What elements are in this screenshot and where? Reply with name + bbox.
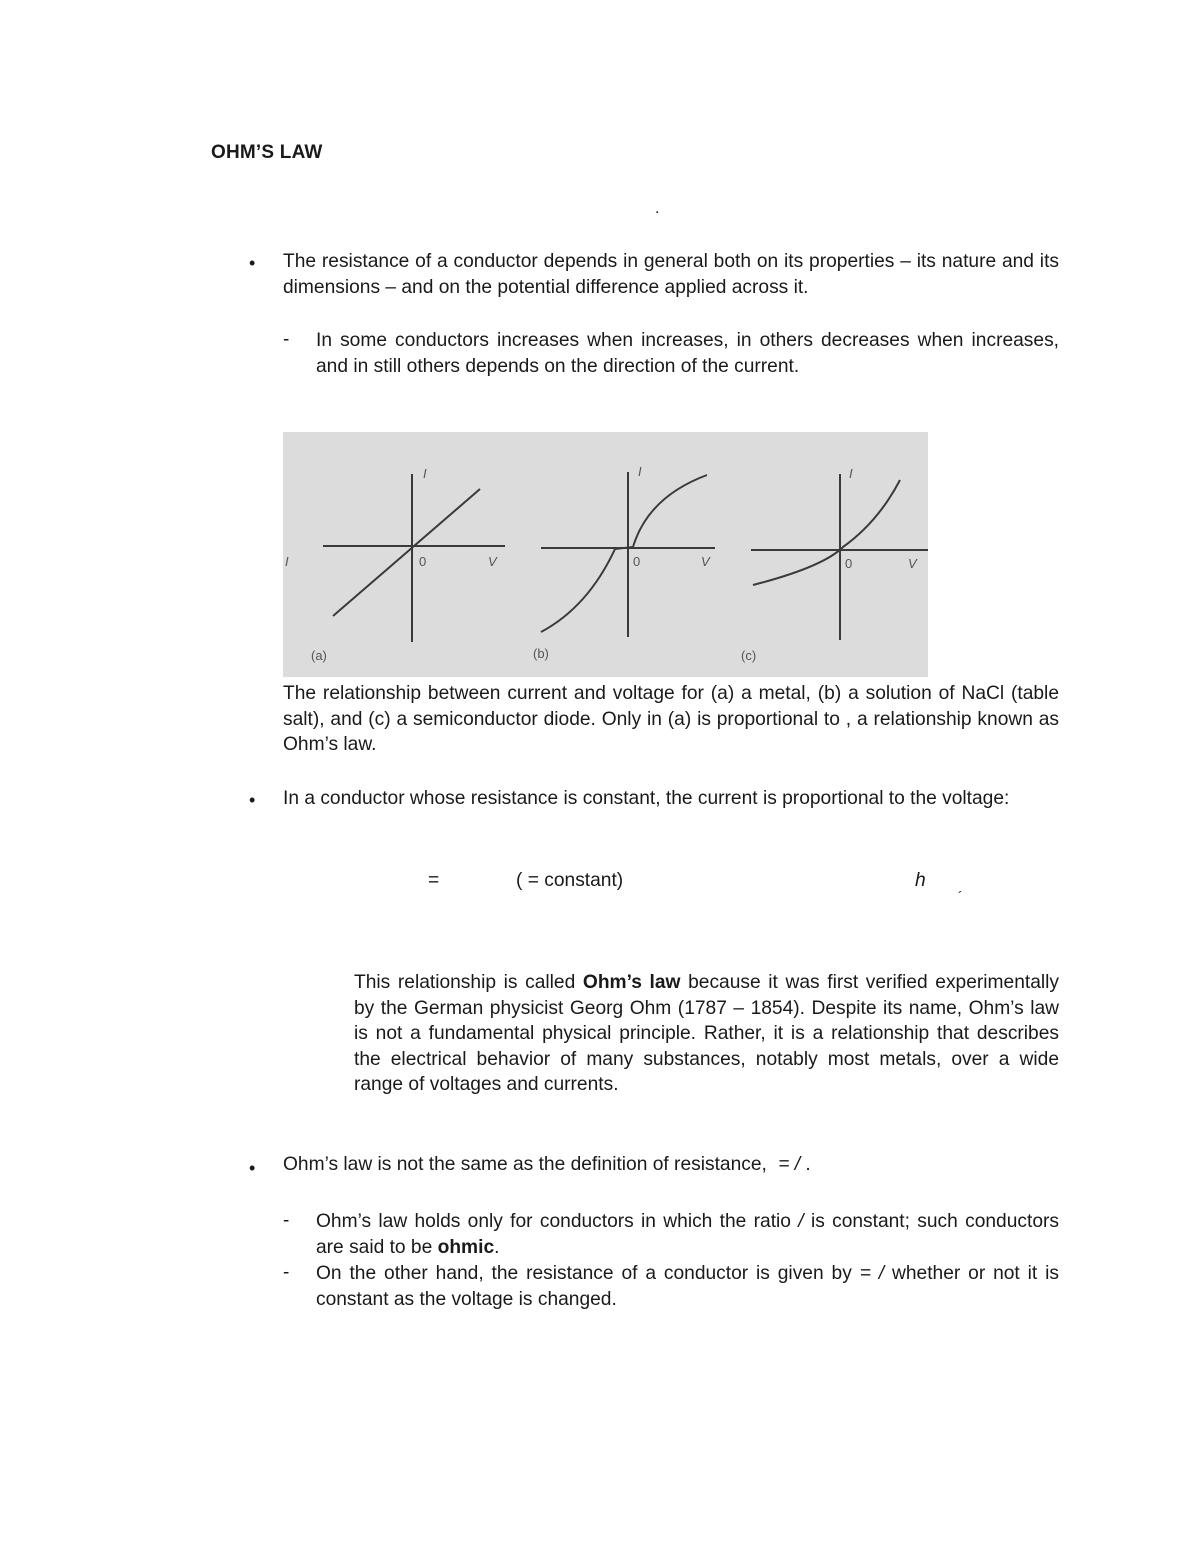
- bullet-marker: •: [249, 790, 256, 810]
- axis-label-v: V: [488, 554, 497, 569]
- text-segment: increases, and in still others: [316, 330, 1059, 377]
- paragraph-conductor-behaviour: [316, 328, 1059, 379]
- paragraph-resistance: The resistance of a conductor depends in general both on its properties – its nature and its dimensions – and on the potential difference applied across it.: [283, 251, 1059, 298]
- text-segment: On the other hand, the resistance of a conductor is given by: [316, 1263, 852, 1284]
- bold-term: Ohm’s law: [582, 972, 681, 993]
- text-segment: Ohm’s law holds only for conductors in which the ratio: [316, 1211, 791, 1232]
- equation-lhs: [428, 870, 439, 892]
- bullet-marker: •: [249, 1158, 256, 1178]
- panel-label-c: (c): [741, 648, 757, 663]
- panel-label-a: (a): [311, 648, 327, 663]
- equation-condition: [516, 870, 623, 892]
- text-segment: is constant; such conductors are said to be: [316, 1211, 1059, 1258]
- text-segment: depends on the direction of the current.: [465, 355, 800, 377]
- origin-label: 0: [419, 554, 427, 569]
- text-segment: increases, in others: [641, 330, 822, 351]
- equation-constant: = constant): [522, 870, 624, 891]
- stray-dot: .: [655, 200, 660, 217]
- axis-label-v: V: [701, 554, 710, 569]
- formula: /: [798, 1211, 804, 1232]
- text-segment: proportional to: [716, 708, 846, 730]
- text-segment: .: [494, 1236, 500, 1258]
- axis-label-i: I: [285, 554, 289, 569]
- curve-b: [541, 475, 707, 632]
- curve-a: [333, 489, 480, 616]
- panel-label-b: (b): [533, 646, 549, 661]
- text-segment: .: [805, 1154, 811, 1175]
- text-segment: decreases when: [821, 330, 972, 351]
- text-segment: , a relationship known as Ohm’s law.: [283, 708, 1059, 756]
- axis-label-v: V: [908, 556, 917, 571]
- paragraph-ohmic: [316, 1209, 1059, 1260]
- origin-label: 0: [845, 556, 853, 571]
- bullet-marker: •: [249, 253, 256, 273]
- text-segment: Ohm’s law is not the same as the definition of resistance,: [283, 1154, 767, 1175]
- formula: = /: [859, 1263, 885, 1284]
- iv-curves-graphic: [283, 432, 928, 677]
- paragraph-resistance-general: [316, 1261, 1059, 1312]
- curve-c: [753, 480, 900, 585]
- iv-curves-figure: [283, 432, 928, 677]
- paragraph-definition: [283, 1154, 811, 1176]
- formula: = /: [778, 1154, 801, 1175]
- text-segment: because it was first verified experimentally by the German physicist Georg Ohm (1787 – 1854). Despite its name, Ohm’s law is not a fundamental physical principle. Rather, it is a relationship that describes the electrical behavior of many substances, notably most metals, over a wide range of voltages and currents.: [354, 972, 1059, 1096]
- dash-marker: -: [283, 329, 290, 350]
- text-segment: increases when: [496, 330, 642, 351]
- text-segment: This relationship is called: [354, 972, 583, 993]
- axis-label-i: I: [849, 466, 853, 481]
- text-segment: The relationship between current and voltage for (a) a metal, (b) a solution of NaCl (table salt), and (c) a semiconductor diode. Only in (a) is: [283, 683, 1059, 730]
- axis-label-i: I: [423, 466, 427, 481]
- origin-label: 0: [633, 554, 641, 569]
- bold-term: ohmic: [437, 1236, 495, 1258]
- axis-label-i: I: [638, 464, 642, 479]
- paragraph-proportional: In a conductor whose resistance is constant, the current is proportional to the voltage:: [283, 788, 1010, 809]
- equation-paren: (: [516, 870, 523, 891]
- text-segment: whether or not it is constant as the voltage is changed.: [316, 1263, 1059, 1310]
- equation-tick: ´: [958, 888, 963, 904]
- figure-caption: [283, 681, 1059, 758]
- dash-marker: -: [283, 1210, 290, 1231]
- page-title: OHM’S LAW: [211, 142, 323, 163]
- text-segment: In some conductors: [316, 330, 497, 351]
- equation-equals: =: [428, 870, 440, 891]
- paragraph-ohms-law: [354, 970, 1059, 1098]
- dash-marker: -: [283, 1262, 290, 1283]
- equation-h: h: [915, 870, 926, 891]
